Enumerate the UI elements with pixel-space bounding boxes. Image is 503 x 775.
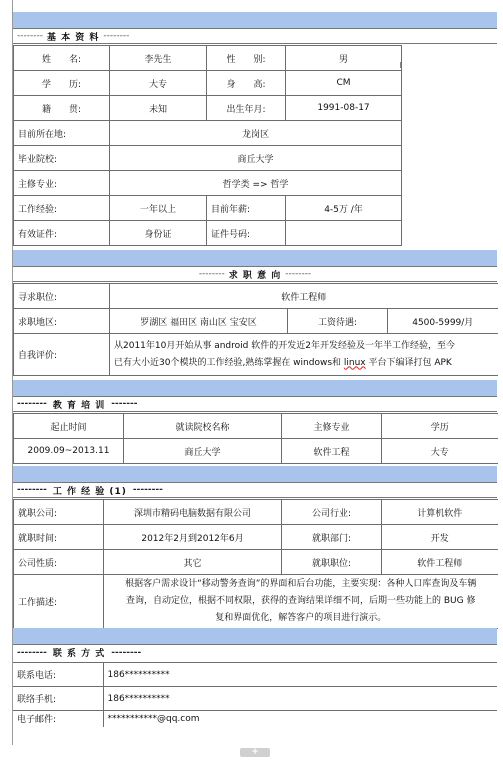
gender-label: 性 别: xyxy=(207,46,286,71)
basic-info-table xyxy=(13,45,402,246)
self-eval-part: 平台下编译打包 APK xyxy=(365,357,452,368)
id-number-label: 证件号码: xyxy=(207,221,286,246)
company-value: 深圳市精码电脑数据有限公司 xyxy=(104,500,282,525)
table-cell: 软件工程 xyxy=(282,439,382,464)
id-label: 有效证件: xyxy=(14,221,110,246)
dash-decoration: -------- xyxy=(111,647,142,658)
dash-decoration: -------- xyxy=(17,647,47,658)
section-basic-header xyxy=(13,28,497,44)
self-eval-line: 从2011年10月开始从事 android 软件的开发近2年开发经验及一年半工作经验，至今 xyxy=(114,340,455,351)
self-eval-text xyxy=(110,334,498,376)
job-intent-table xyxy=(13,283,498,376)
blue-band xyxy=(13,12,497,28)
school-value: 商丘大学 xyxy=(110,146,402,171)
major-label: 主修专业: xyxy=(14,171,110,196)
section-title: 联 系 方 式 xyxy=(52,649,106,659)
edu-label: 学 历: xyxy=(14,71,110,96)
phone-value: 186********** xyxy=(103,663,497,687)
dash-decoration: -------- xyxy=(285,269,312,279)
salary-value: 4-5万 /年 xyxy=(286,196,402,221)
desc-line: 查询，自动定位，根据不同权限，获得的查询结果详细不同，后期一些功能上的 BUG 修 xyxy=(126,596,476,606)
position-value: 软件工程师 xyxy=(110,284,498,309)
major-value: 哲学类 => 哲学 xyxy=(110,171,402,196)
add-button[interactable]: + xyxy=(240,748,270,757)
school-label: 毕业院校: xyxy=(14,146,110,171)
dept-label: 就职部门: xyxy=(282,525,382,550)
dash-decoration: -------- xyxy=(17,31,43,41)
table-row xyxy=(13,663,497,687)
blue-band xyxy=(13,466,497,482)
industry-value: 计算机软件 xyxy=(382,500,498,525)
section-title: 基 本 资 料 xyxy=(46,32,100,43)
post-value: 软件工程师 xyxy=(382,550,498,575)
desc-line: 复和界面优化，解答客户的项目进行演示。 xyxy=(215,613,387,623)
mobile-value: 186********** xyxy=(103,687,497,711)
section-title: 求 职 意 向 xyxy=(228,270,282,281)
section-work-header xyxy=(13,482,497,498)
table-cell: 大专 xyxy=(382,439,498,464)
self-eval-part: 已有大小近30个模块的工作经验,熟练掌握在 windows和 xyxy=(114,357,344,368)
origin-label: 籍 贯: xyxy=(14,96,110,121)
desc-line: 根据客户需求设计“移动警务查询”的界面和后台功能，主要实现：各种人口库查询及车辆 xyxy=(125,579,477,589)
table-row xyxy=(14,500,498,525)
column-header: 起止时间 xyxy=(14,414,124,439)
column-header: 就读院校名称 xyxy=(124,414,282,439)
name-label: 姓 名: xyxy=(14,46,110,71)
height-value: CM xyxy=(286,71,402,96)
mobile-label: 联络手机: xyxy=(13,687,103,711)
location-value: 龙岗区 xyxy=(110,121,402,146)
section-contact-header xyxy=(13,644,497,660)
gender-value: 男 xyxy=(286,46,402,71)
blue-band xyxy=(13,380,497,396)
company-label: 就职公司: xyxy=(14,500,104,525)
birth-value: 1991-08-17 xyxy=(286,96,402,121)
table-row xyxy=(14,171,402,196)
origin-value: 未知 xyxy=(110,96,207,121)
table-row xyxy=(14,121,402,146)
email-label: 电子邮件: xyxy=(13,711,103,727)
table-row xyxy=(14,284,498,309)
border-tick xyxy=(400,62,401,68)
experience-label: 工作经验: xyxy=(14,196,110,221)
section-edu-header xyxy=(13,396,497,412)
blue-band xyxy=(13,628,497,644)
column-header: 学历 xyxy=(382,414,498,439)
work-time-label: 就职时间: xyxy=(14,525,104,550)
blue-band xyxy=(13,250,497,266)
section-title: 教 育 培 训 xyxy=(52,400,106,411)
table-row xyxy=(14,550,498,575)
self-eval-part: linux xyxy=(343,357,366,368)
area-value: 罗湖区 福田区 南山区 宝安区 xyxy=(110,309,288,334)
name-value: 李先生 xyxy=(110,46,207,71)
table-row xyxy=(14,146,402,171)
location-label: 目前所在地: xyxy=(14,121,110,146)
table-row xyxy=(14,439,498,464)
table-row xyxy=(13,711,497,727)
nature-value: 其它 xyxy=(104,550,282,575)
work-table xyxy=(13,499,498,629)
education-table xyxy=(13,413,498,464)
table-header-row xyxy=(14,414,498,439)
section-title: 工 作 经 验 (1) xyxy=(52,486,127,497)
salary-label: 目前年薪: xyxy=(207,196,286,221)
pay-label: 工资待遇: xyxy=(288,309,388,334)
position-label: 寻求职位: xyxy=(14,284,110,309)
dash-decoration: -------- xyxy=(132,485,163,495)
table-row xyxy=(14,309,498,334)
table-row xyxy=(14,71,402,96)
dash-decoration: -------- xyxy=(103,31,130,41)
table-row xyxy=(14,525,498,550)
table-row xyxy=(13,687,497,711)
dash-decoration: -------- xyxy=(198,269,225,279)
table-row xyxy=(14,221,402,246)
table-row xyxy=(14,96,402,121)
dash-decoration: -------- xyxy=(17,485,47,495)
phone-label: 联系电话: xyxy=(13,663,103,687)
contact-table xyxy=(13,662,497,727)
post-label: 就职职位: xyxy=(282,550,382,575)
self-eval-line xyxy=(114,355,494,372)
pay-value: 4500-5999/月 xyxy=(388,309,498,334)
nature-label: 公司性质: xyxy=(14,550,104,575)
dept-value: 开发 xyxy=(382,525,498,550)
id-number-value xyxy=(286,221,402,246)
column-header: 主修专业 xyxy=(282,414,382,439)
height-label: 身 高: xyxy=(207,71,286,96)
section-job-header xyxy=(13,266,497,282)
dash-decoration: ------- xyxy=(111,399,138,409)
resume-page xyxy=(12,0,496,745)
table-row xyxy=(14,334,498,376)
email-value: ***********@qq.com xyxy=(103,711,497,727)
industry-label: 公司行业: xyxy=(282,500,382,525)
experience-value: 一年以上 xyxy=(110,196,207,221)
table-row xyxy=(14,46,402,71)
work-time-value: 2012年2月到2012年6月 xyxy=(104,525,282,550)
table-cell: 商丘大学 xyxy=(124,439,282,464)
edu-value: 大专 xyxy=(110,71,207,96)
desc-label: 工作描述: xyxy=(14,575,104,629)
dash-decoration: -------- xyxy=(17,399,47,409)
table-row xyxy=(14,196,402,221)
area-label: 求职地区: xyxy=(14,309,110,334)
table-cell: 2009.09~2013.11 xyxy=(14,439,124,464)
desc-text xyxy=(104,575,498,629)
table-row xyxy=(14,575,498,629)
self-eval-label: 自我评价: xyxy=(14,334,110,376)
id-value: 身份证 xyxy=(110,221,207,246)
birth-label: 出生年月: xyxy=(207,96,286,121)
